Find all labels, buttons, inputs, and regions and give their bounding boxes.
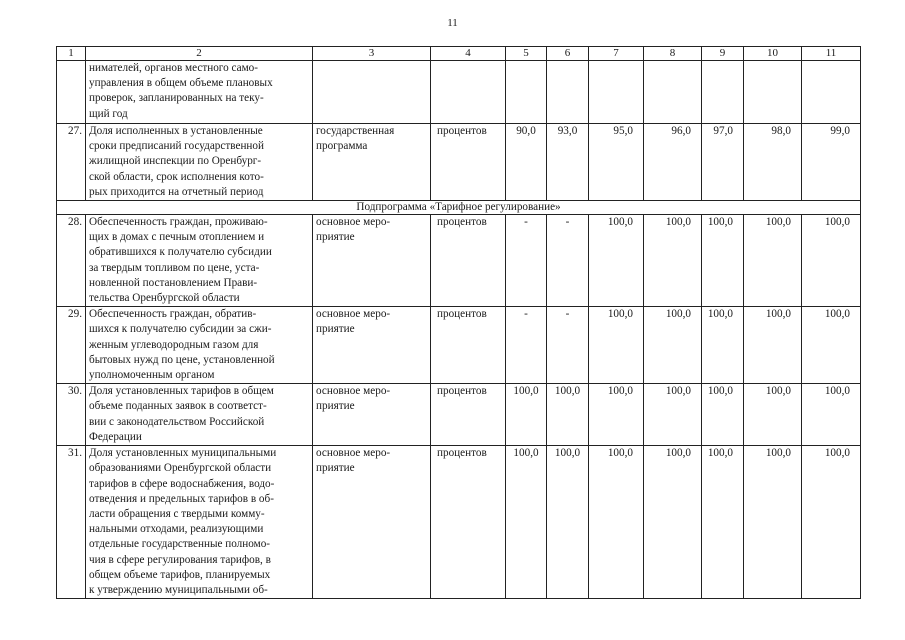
- row-number: 29.: [57, 307, 86, 384]
- value-cell: 100,0: [547, 446, 589, 599]
- indicator-name: Доля установленных тарифов в общем объеме поданных заявок в соответст- вии с законодательством Российской Федерации: [86, 384, 313, 446]
- value-cell: 97,0: [702, 124, 744, 201]
- value-cell: -: [547, 307, 589, 384]
- value-cell: 90,0: [506, 124, 547, 201]
- header-cell: 4: [431, 47, 506, 61]
- table-row: [57, 384, 861, 446]
- row-number: 28.: [57, 215, 86, 307]
- value-cell: 100,0: [644, 307, 702, 384]
- value-cell: 100,0: [802, 446, 861, 599]
- indicator-name: Обеспеченность граждан, обратив- шихся к получателю субсидии за сжи- женным углеводородным газом для бытовых нужд по цене, установленной уполномоченным органом: [86, 307, 313, 384]
- table-row: [57, 124, 861, 201]
- header-cell: 1: [57, 47, 86, 61]
- indicator-type: основное меро- приятие: [313, 384, 431, 446]
- header-cell: 10: [744, 47, 802, 61]
- indicator-unit: процентов: [431, 384, 506, 446]
- indicator-unit: процентов: [431, 215, 506, 307]
- value-cell: 100,0: [644, 215, 702, 307]
- value-cell: 100,0: [802, 307, 861, 384]
- section-row: [57, 201, 861, 215]
- value-cell: 100,0: [702, 446, 744, 599]
- value-cell: 100,0: [802, 215, 861, 307]
- value-cell: [547, 61, 589, 124]
- value-cell: 100,0: [702, 215, 744, 307]
- value-cell: 100,0: [744, 384, 802, 446]
- section-title: Подпрограмма «Тарифное регулирование»: [57, 201, 861, 215]
- indicator-type: основное меро- приятие: [313, 446, 431, 599]
- indicator-unit: [431, 61, 506, 124]
- header-cell: 2: [86, 47, 313, 61]
- value-cell: 100,0: [702, 384, 744, 446]
- value-cell: 95,0: [589, 124, 644, 201]
- header-cell: 5: [506, 47, 547, 61]
- value-cell: 100,0: [644, 446, 702, 599]
- row-number: 31.: [57, 446, 86, 599]
- header-cell: 11: [802, 47, 861, 61]
- table-row: [57, 307, 861, 384]
- value-cell: 100,0: [547, 384, 589, 446]
- value-cell: 100,0: [506, 384, 547, 446]
- value-cell: 100,0: [589, 446, 644, 599]
- header-cell: 8: [644, 47, 702, 61]
- header-cell: 6: [547, 47, 589, 61]
- indicator-type: государственная программа: [313, 124, 431, 201]
- indicator-name: Обеспеченность граждан, проживаю- щих в домах с печным отоплением и обратившихся к получателю субсидии за твердым топливом по цене, уста- новленной постановлением Прави- тельства Оренбургской области: [86, 215, 313, 307]
- table-row: [57, 446, 861, 599]
- value-cell: 93,0: [547, 124, 589, 201]
- header-cell: 7: [589, 47, 644, 61]
- indicator-name: Доля установленных муниципальными образованиями Оренбургской области тарифов в сфере водоснабжения, водо- отведения и предельных тарифов в об- ласти обращения с твердыми комму- нальными отходами, реализующими отдельные государственные полномо- чия в сфере регулирования тарифов, в общем объеме тарифов, планируемых к утверждению муниципальными об-: [86, 446, 313, 599]
- row-number: 27.: [57, 124, 86, 201]
- indicator-name: нимателей, органов местного само- управления в общем объеме плановых проверок, запланированных на теку- щий год: [86, 61, 313, 124]
- value-cell: [744, 61, 802, 124]
- value-cell: [802, 61, 861, 124]
- indicator-unit: процентов: [431, 446, 506, 599]
- value-cell: 100,0: [506, 446, 547, 599]
- value-cell: [589, 61, 644, 124]
- header-cell: 3: [313, 47, 431, 61]
- indicator-type: [313, 61, 431, 124]
- value-cell: 100,0: [644, 384, 702, 446]
- value-cell: 98,0: [744, 124, 802, 201]
- value-cell: 100,0: [744, 215, 802, 307]
- indicator-type: основное меро- приятие: [313, 215, 431, 307]
- value-cell: 100,0: [802, 384, 861, 446]
- indicator-unit: процентов: [431, 307, 506, 384]
- value-cell: 100,0: [744, 446, 802, 599]
- value-cell: 100,0: [589, 215, 644, 307]
- value-cell: -: [506, 307, 547, 384]
- value-cell: -: [547, 215, 589, 307]
- value-cell: 100,0: [589, 384, 644, 446]
- page-number: 11: [447, 17, 458, 29]
- row-number: 30.: [57, 384, 86, 446]
- indicators-table: [56, 46, 861, 599]
- value-cell: 100,0: [589, 307, 644, 384]
- table-header-row: [57, 47, 861, 61]
- indicator-name: Доля исполненных в установленные сроки предписаний государственной жилищной инспекции по Оренбург- ской области, срок исполнения кото- рых приходится на отчетный период: [86, 124, 313, 201]
- value-cell: [702, 61, 744, 124]
- table-row: [57, 61, 861, 124]
- header-cell: 9: [702, 47, 744, 61]
- table-row: [57, 215, 861, 307]
- value-cell: 100,0: [744, 307, 802, 384]
- value-cell: 99,0: [802, 124, 861, 201]
- indicator-unit: процентов: [431, 124, 506, 201]
- value-cell: [644, 61, 702, 124]
- value-cell: [506, 61, 547, 124]
- indicator-type: основное меро- приятие: [313, 307, 431, 384]
- value-cell: 96,0: [644, 124, 702, 201]
- value-cell: 100,0: [702, 307, 744, 384]
- value-cell: -: [506, 215, 547, 307]
- row-number: [57, 61, 86, 124]
